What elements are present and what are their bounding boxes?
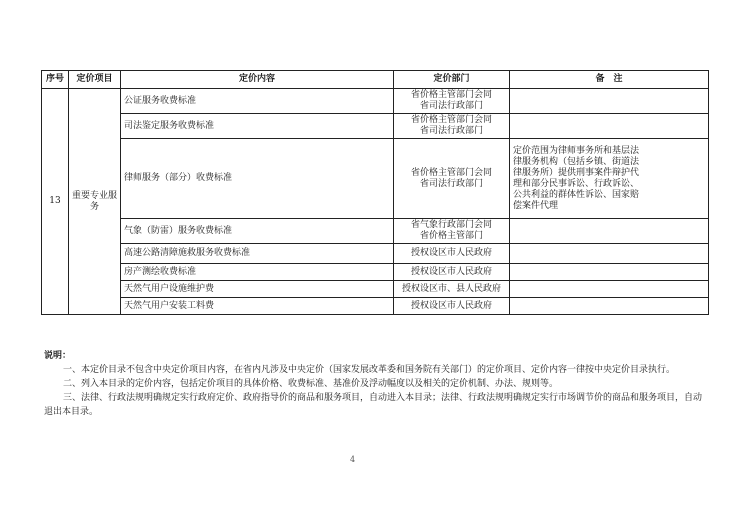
cell-note-line: 定价范围为律师事务所和基层法: [513, 145, 640, 156]
cell-dept-line: 省价格主管部门会同: [410, 90, 492, 100]
header-content: 定价内容: [121, 71, 394, 89]
header-item: 定价项目: [69, 71, 121, 89]
notes-section: [44, 349, 704, 419]
cell-note: [510, 219, 709, 244]
note-item-1: 一、本定价目录不包含中央定价项目内容，在省内凡涉及中央定价（国家发展改革委和国务院有关部门）的定价项目、定价内容一律按中央定价目录执行。: [63, 365, 676, 375]
cell-dept: [394, 114, 510, 139]
cell-note: [510, 89, 709, 114]
table-header-row: [42, 71, 709, 89]
cell-dept: [394, 281, 510, 298]
cell-content: 天然气用户安装工料费: [121, 298, 394, 315]
table-row: [42, 244, 709, 264]
note-item-3: 三、法律、行政法规明确规定实行政府定价、政府指导价的商品和服务项目，自动进入本目录；法律、行政法规明确规定实行市场调节价的商品和服务项目，自动退出本目录。: [44, 393, 703, 417]
cell-note: [510, 264, 709, 281]
cell-note: [510, 298, 709, 315]
cell-note-line: 理和部分民事诉讼、行政诉讼、: [513, 178, 640, 189]
cell-dept: [394, 139, 510, 219]
cell-note-line: 律服务所）提供刑事案件辩护代: [513, 167, 640, 178]
table-row: [42, 139, 709, 219]
cell-note-line: 律服务机构（包括乡镇、街道法: [513, 156, 640, 167]
cell-dept: [394, 219, 510, 244]
cell-content: 司法鉴定服务收费标准: [121, 114, 394, 139]
cell-note: [510, 114, 709, 139]
cell-dept-line: 省气象行政部门会同: [410, 220, 492, 230]
header-dept: 定价部门: [394, 71, 510, 89]
cell-dept: [394, 264, 510, 281]
cell-dept-line: 省价格主管部门会同: [410, 115, 492, 125]
price-table: [41, 70, 709, 315]
table-row: [42, 281, 709, 298]
cell-note: [510, 139, 709, 219]
cell-dept-line: 省价格主管部门会同: [410, 167, 492, 178]
cell-dept-line: 授权设区市、县人民政府: [401, 283, 501, 294]
cell-note-line: 公共利益的群体性诉讼、国家赔: [513, 189, 640, 200]
cell-content: 房产测绘收费标准: [121, 264, 394, 281]
cell-dept-line: 省司法行政部门: [419, 178, 483, 189]
cell-dept-line: 省价格主管部门: [419, 231, 483, 241]
notes-title: 说明：: [44, 351, 72, 361]
cell-note: [510, 281, 709, 298]
cell-item: 重要专业服务: [69, 89, 121, 315]
cell-note-line: 偿案件代理: [513, 200, 559, 211]
cell-dept-line: 省司法行政部门: [419, 101, 483, 111]
cell-dept-line: 授权设区市人民政府: [410, 300, 492, 311]
cell-note: [510, 244, 709, 264]
header-note: 备 注: [510, 71, 709, 89]
cell-dept: [394, 244, 510, 264]
cell-dept: [394, 89, 510, 114]
cell-dept-line: 授权设区市人民政府: [410, 248, 492, 258]
cell-content: 高速公路清障施救服务收费标准: [121, 244, 394, 264]
cell-dept: [394, 298, 510, 315]
table-row: [42, 298, 709, 315]
table-row: [42, 89, 709, 114]
table-row: [42, 264, 709, 281]
cell-content: 气象（防雷）服务收费标准: [121, 219, 394, 244]
cell-dept-line: 授权设区市人民政府: [410, 266, 492, 277]
cell-content: 天然气用户设施维护费: [121, 281, 394, 298]
cell-dept-line: 省司法行政部门: [419, 126, 483, 136]
cell-seq: 13: [42, 89, 69, 315]
note-item-2: 二、列入本目录的定价内容，包括定价项目的具体价格、收费标准、基准价及浮动幅度以及相关的定价机制、办法、规则等。: [63, 379, 559, 389]
cell-content: 公证服务收费标准: [121, 89, 394, 114]
table-row: [42, 219, 709, 244]
header-seq: 序号: [42, 71, 69, 89]
cell-content: 律师服务（部分）收费标准: [121, 139, 394, 219]
table-row: [42, 114, 709, 139]
page-number: 4: [350, 455, 356, 464]
